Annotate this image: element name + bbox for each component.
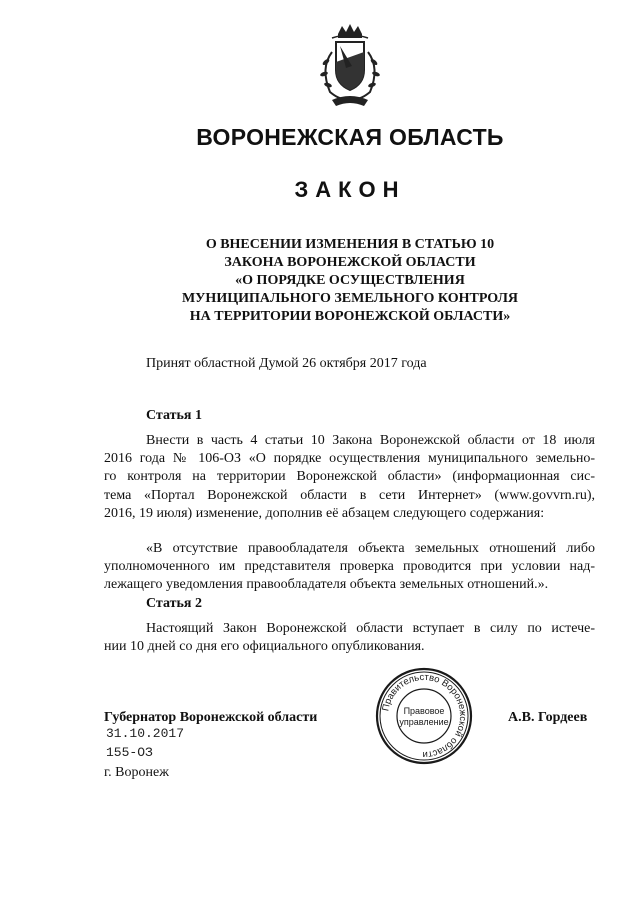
text-line: тема «Портал Воронежской области в сети Интернет» (www.govvrn.ru),: [104, 487, 595, 503]
text-line: 2016 года № 106-ОЗ «О порядке осуществления муниципального земельно-: [104, 451, 595, 467]
coat-of-arms-emblem: [302, 22, 398, 108]
subject-line: О ВНЕСЕНИИ ИЗМЕНЕНИЯ В СТАТЬЮ 10: [205, 237, 495, 252]
text-line: 2016, 19 июля) изменение, дополнив её абзацем следующего содержания:: [104, 505, 545, 521]
adoption-note: Принят областной Думой 26 октября 2017 года: [146, 356, 427, 371]
law-number: 155-ОЗ: [106, 745, 153, 760]
region-title: ВОРОНЕЖСКАЯ ОБЛАСТЬ: [196, 124, 504, 150]
document-type-title: ЗАКОН: [294, 177, 406, 202]
subject-line: МУНИЦИПАЛЬНОГО ЗЕМЕЛЬНОГО КОНТРОЛЯ: [181, 291, 519, 306]
text-line: нии 10 дней со дня его официального опубликования.: [104, 639, 425, 655]
law-subject: [150, 236, 550, 326]
text-line: уполномоченного им представителя проверка проводится при условии над-: [104, 559, 595, 575]
text-line: Настоящий Закон Воронежской области вступает в силу по истече-: [146, 621, 595, 636]
article-1-quote: [104, 540, 595, 595]
subject-line: ЗАКОНА ВОРОНЕЖСКОЙ ОБЛАСТИ: [224, 255, 476, 270]
text-line: «В отсутствие правообладателя объекта земельных отношений либо: [146, 541, 595, 556]
text-line: лежащего уведомления правообладателя объекта земельных отношений.».: [104, 577, 549, 593]
signatory-position: Губернатор Воронежской области: [104, 710, 318, 725]
signing-city: г. Воронеж: [104, 765, 169, 780]
subject-line: «О ПОРЯДКЕ ОСУЩЕСТВЛЕНИЯ: [235, 273, 465, 288]
stamp-center-line: Правовое: [403, 706, 445, 716]
article-2-heading: Статья 2: [146, 596, 202, 611]
article-2-body: [104, 620, 595, 656]
article-1-heading: Статья 1: [146, 408, 202, 423]
stamp-center-line: управление: [399, 717, 449, 727]
official-stamp: [374, 666, 474, 766]
stamp-ring-text: Правительство Воронежской области: [380, 671, 469, 761]
subject-line: НА ТЕРРИТОРИИ ВОРОНЕЖСКОЙ ОБЛАСТИ»: [189, 309, 511, 324]
article-1-body: [104, 432, 595, 523]
text-line: го контроля на территории Воронежской области» (информационная сис-: [104, 469, 595, 485]
signing-date: 31.10.2017: [106, 726, 185, 741]
signatory-name: А.В. Гордеев: [508, 710, 588, 725]
text-line: Внести в часть 4 статьи 10 Закона Воронежской области от 18 июля: [146, 433, 595, 448]
